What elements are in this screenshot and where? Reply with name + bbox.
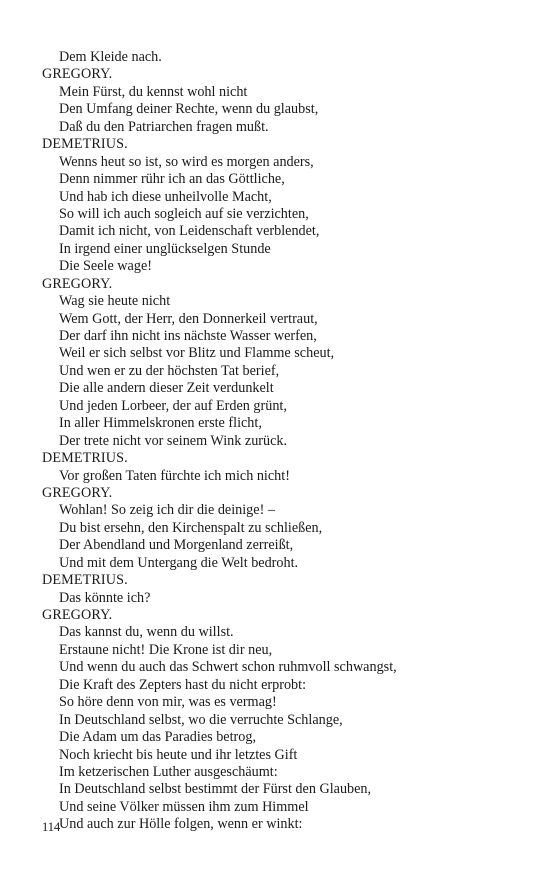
verse-line: Weil er sich selbst vor Blitz und Flamme scheut,: [59, 345, 335, 362]
verse-line: Denn nimmer rühr ich an das Göttliche,: [59, 171, 285, 188]
verse-line: Das könnte ich?: [59, 589, 151, 606]
speaker-name: GREGORY.: [42, 275, 113, 292]
verse-line: Mein Fürst, du kennst wohl nicht: [59, 83, 248, 100]
verse-line: Und wenn du auch das Schwert schon ruhmvoll schwangst,: [59, 659, 397, 676]
speaker-name: DEMETRIUS.: [42, 572, 128, 589]
verse-line: Wohlan! So zeig ich dir die deinige! –: [59, 502, 275, 519]
verse-line: Wem Gott, der Herr, den Donnerkeil vertraut,: [59, 310, 318, 327]
speaker-name: DEMETRIUS.: [42, 136, 128, 153]
verse-line: Daß du den Patriarchen fragen mußt.: [59, 118, 269, 135]
verse-line: Den Umfang deiner Rechte, wenn du glaubst,: [59, 101, 319, 118]
verse-line: Im ketzerischen Luther ausgeschäumt:: [59, 763, 278, 780]
verse-line: Die Seele wage!: [59, 258, 152, 275]
verse-line: In irgend einer unglückselgen Stunde: [59, 240, 271, 257]
verse-line: In aller Himmelskronen erste flicht,: [59, 415, 262, 432]
speaker-name: GREGORY.: [42, 484, 113, 501]
verse-line: Dem Kleide nach.: [59, 49, 162, 65]
verse-line: In Deutschland selbst, wo die verruchte Schlange,: [59, 711, 343, 728]
verse-line: Der Abendland und Morgenland zerreißt,: [59, 537, 294, 554]
speaker-name: GREGORY.: [42, 607, 113, 623]
verse-line: Wenns heut so ist, so wird es morgen anders,: [59, 153, 314, 170]
verse-line: Die Adam um das Paradies betrog,: [59, 729, 257, 746]
verse-line: Und wen er zu der höchsten Tat berief,: [59, 362, 280, 379]
page-number: 114: [42, 820, 61, 834]
verse-line: In Deutschland selbst bestimmt der Fürst den Glauben,: [59, 781, 372, 798]
verse-line: Noch kriecht bis heute und ihr letztes Gift: [59, 746, 298, 763]
verse-line: So will ich auch sogleich auf sie verzichten,: [59, 205, 309, 222]
verse-line: So höre denn von mir, was es vermag!: [59, 694, 277, 711]
verse-line: Du bist ersehn, den Kirchenspalt zu schließen,: [59, 519, 323, 536]
verse-line: Und mit dem Untergang die Welt bedroht.: [59, 554, 299, 571]
verse-line: Wag sie heute nicht: [59, 293, 171, 310]
verse-line: Der trete nicht vor seinem Wink zurück.: [59, 432, 288, 449]
play-text: [42, 49, 522, 834]
verse-line: Vor großen Taten fürchte ich mich nicht!: [59, 467, 290, 484]
verse-line: Und jeden Lorbeer, der auf Erden grünt,: [59, 397, 287, 414]
verse-line: Und seine Völker müssen ihm zum Himmel: [59, 798, 309, 815]
verse-line: Das kannst du, wenn du willst.: [59, 624, 234, 641]
verse-line: Die alle andern dieser Zeit verdunkelt: [59, 380, 274, 397]
verse-line: Damit ich nicht, von Leidenschaft verblendet,: [59, 223, 320, 240]
verse-line: Die Kraft des Zepters hast du nicht erprobt:: [59, 676, 307, 693]
verse-line: Erstaune nicht! Die Krone ist dir neu,: [59, 641, 273, 658]
speaker-name: GREGORY.: [42, 66, 113, 83]
speaker-name: DEMETRIUS.: [42, 450, 128, 467]
verse-line: Und hab ich diese unheilvolle Macht,: [59, 188, 272, 205]
verse-line: Der darf ihn nicht ins nächste Wasser werfen,: [59, 328, 317, 344]
verse-line: Und auch zur Hölle folgen, wenn er winkt:: [59, 816, 303, 833]
